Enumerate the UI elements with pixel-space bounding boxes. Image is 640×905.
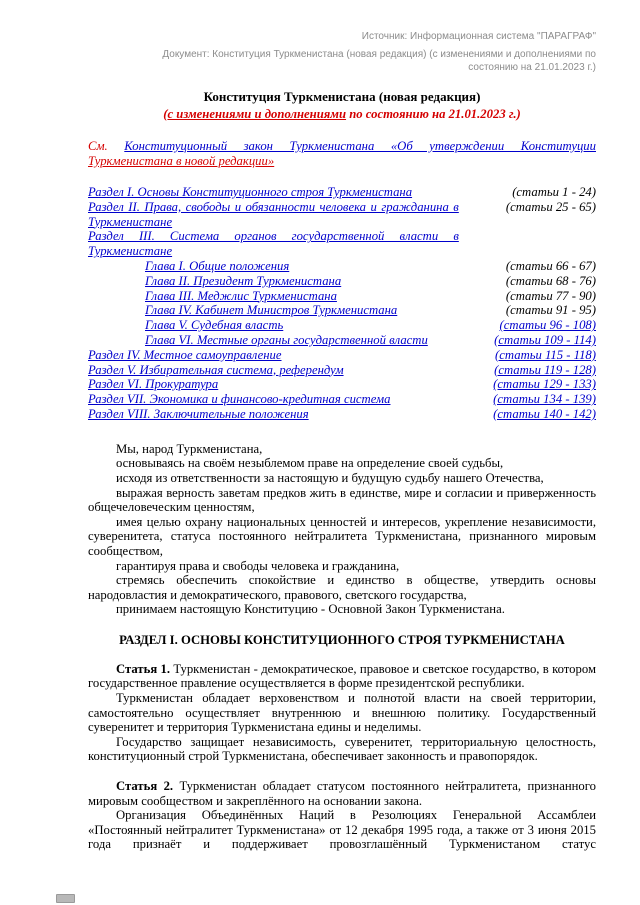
toc-row bbox=[88, 259, 596, 274]
toc-row bbox=[88, 333, 596, 348]
toc-link-chapter-3[interactable]: Глава III. Меджлис Туркменистана bbox=[145, 288, 337, 303]
section-heading: РАЗДЕЛ I. ОСНОВЫ КОНСТИТУЦИОННОГО СТРОЯ ТУРКМЕНИСТАНА bbox=[119, 632, 565, 647]
toc-article-range-link[interactable]: (статьи 115 - 118) bbox=[495, 347, 596, 362]
toc-link-section-4[interactable]: Раздел IV. Местное самоуправление bbox=[88, 347, 282, 362]
preamble-paragraph: исходя из ответственности за настоящую и будущую судьбу нашего Отечества, bbox=[116, 470, 544, 485]
document-line: Документ: Конституция Туркменистана (новая редакция) (с изменениями и дополнениями по состоянию на 21.01.2023 г.) bbox=[162, 49, 596, 73]
article-paragraph: Государство защищает независимость, суверенитет, территориальную целостность, конституционный строй Туркменистана, обеспечивает законность и правопорядок. bbox=[88, 734, 596, 764]
amendments-link[interactable]: с изменениями и дополнениями bbox=[167, 107, 347, 121]
toc-link-chapter-1[interactable]: Глава I. Общие положения bbox=[145, 258, 290, 273]
toc-row bbox=[88, 303, 596, 318]
toc-row bbox=[88, 274, 596, 289]
toc-link-section-7[interactable]: Раздел VII. Экономика и финансово-кредитная система bbox=[88, 392, 391, 407]
toc-article-range-link[interactable]: (статьи 119 - 128) bbox=[494, 362, 596, 377]
see-note bbox=[88, 139, 596, 169]
toc-row bbox=[88, 392, 596, 407]
toc-article-range-link[interactable]: (статьи 96 - 108) bbox=[499, 318, 596, 333]
preamble-paragraph: гарантируя права и свободы человека и гражданина, bbox=[116, 558, 400, 573]
toc-link-chapter-5[interactable]: Глава V. Судебная власть bbox=[145, 318, 284, 333]
source-line: Источник: Информационная система "ПАРАГРАФ" bbox=[361, 31, 596, 42]
horizontal-scrollbar-thumb[interactable] bbox=[56, 894, 75, 903]
preamble-paragraph: Мы, народ Туркменистана, bbox=[116, 441, 263, 456]
toc-link-section-1[interactable]: Раздел I. Основы Конституционного строя Туркменистана bbox=[88, 185, 413, 199]
toc-row bbox=[88, 377, 596, 392]
toc-article-range: (статьи 77 - 90) bbox=[505, 288, 596, 303]
toc-link-section-2[interactable]: Раздел II. Права, свободы и обязанности человека и гражданина в Туркменистане bbox=[88, 199, 459, 229]
toc-link-section-8[interactable]: Раздел VIII. Заключительные положения bbox=[88, 406, 309, 421]
toc-link-chapter-4[interactable]: Глава IV. Кабинет Министров Туркменистана bbox=[145, 303, 398, 318]
toc-row bbox=[88, 289, 596, 304]
see-note-tail[interactable]: Туркменистана в новой редакции» bbox=[88, 154, 275, 168]
preamble-paragraph: основываясь на своём незыблемом праве на определение своей судьбы, bbox=[116, 456, 504, 471]
toc-link-chapter-2[interactable]: Глава II. Президент Туркменистана bbox=[145, 273, 342, 288]
toc-row bbox=[88, 200, 596, 230]
toc-row bbox=[88, 348, 596, 363]
toc-article-range-link[interactable]: (статьи 134 - 139) bbox=[493, 392, 596, 407]
article-paragraph: Организация Объединённых Наций в Резолюциях Генеральной Ассамблеи «Постоянный нейтралитет Туркменистана» от 12 декабря 1995 года, а также от 3 июня 2015 года признаёт и поддерживает провозглашённый Туркменистаном статус bbox=[88, 808, 596, 852]
article-paragraph bbox=[88, 779, 596, 808]
subtitle-paren: ( bbox=[163, 107, 168, 121]
toc-row bbox=[88, 185, 596, 200]
toc-link-section-5[interactable]: Раздел V. Избирательная система, референдум bbox=[88, 362, 344, 377]
document-title: Конституция Туркменистана (новая редакция) bbox=[203, 89, 481, 104]
preamble-paragraph: стремясь обеспечить спокойствие и единство в обществе, утвердить основы народовластия и демократического, правового, светского государства, bbox=[88, 573, 596, 602]
toc-article-range: (статьи 25 - 65) bbox=[505, 199, 596, 214]
toc-article-range: (статьи 66 - 67) bbox=[505, 258, 596, 273]
article-text: Туркменистан - демократическое, правовое и светское государство, в котором государственное правление осуществляется в форме президентской республики. bbox=[88, 661, 597, 691]
toc-article-range-link[interactable]: (статьи 140 - 142) bbox=[493, 406, 596, 421]
article-1 bbox=[88, 662, 596, 764]
toc-link-section-3[interactable]: Раздел III. Система органов государственной власти в Туркменистане bbox=[88, 229, 459, 259]
preamble bbox=[88, 442, 596, 617]
toc-article-range: (статьи 68 - 76) bbox=[505, 273, 596, 288]
article-number: Статья 1. bbox=[116, 661, 174, 676]
preamble-paragraph: принимаем настоящую Конституцию - Основной Закон Туркменистана. bbox=[116, 602, 505, 617]
see-prefix: См. bbox=[88, 139, 125, 153]
constitutional-law-link[interactable]: Конституционный закон Туркменистана «Об утверждении Конституции bbox=[124, 139, 596, 153]
toc-link-section-6[interactable]: Раздел VI. Прокуратура bbox=[88, 377, 219, 392]
document-meta bbox=[88, 30, 596, 74]
toc-row bbox=[88, 229, 596, 259]
document-subtitle bbox=[88, 107, 596, 122]
subtitle-rest: по состоянию на 21.01.2023 г.) bbox=[346, 107, 521, 121]
toc-article-range-link[interactable]: (статьи 109 - 114) bbox=[494, 332, 596, 347]
toc-link-chapter-6[interactable]: Глава VI. Местные органы государственной власти bbox=[145, 332, 428, 347]
article-2 bbox=[88, 779, 596, 852]
article-paragraph: Туркменистан обладает верховенством и полнотой власти на своей территории, самостоятельно осуществляет внутреннюю и внешнюю политику. Государственный суверенитет и территория Туркменистана едины и неделимы. bbox=[88, 691, 596, 735]
preamble-paragraph: выражая верность заветам предков жить в единстве, мире и согласии и приверженность общечеловеческим ценностям, bbox=[88, 485, 596, 515]
toc-article-range: (статьи 1 - 24) bbox=[512, 185, 596, 199]
article-paragraph bbox=[88, 662, 596, 691]
toc-article-range-link[interactable]: (статьи 129 - 133) bbox=[493, 377, 596, 392]
toc-row bbox=[88, 363, 596, 378]
toc-row bbox=[88, 318, 596, 333]
preamble-paragraph: имея целью охрану национальных ценностей и интересов, укрепление независимости, суверенитета, статуса постоянного нейтралитета Туркменистана, признанного мировым сообществом, bbox=[88, 514, 596, 558]
table-of-contents bbox=[88, 185, 596, 422]
article-number: Статья 2. bbox=[116, 779, 180, 794]
toc-row bbox=[88, 407, 596, 422]
toc-article-range: (статьи 91 - 95) bbox=[505, 303, 596, 318]
article-text: Туркменистан обладает статусом постоянного нейтралитета, признанного мировым сообществом и закреплённого на основании закона. bbox=[88, 779, 596, 808]
